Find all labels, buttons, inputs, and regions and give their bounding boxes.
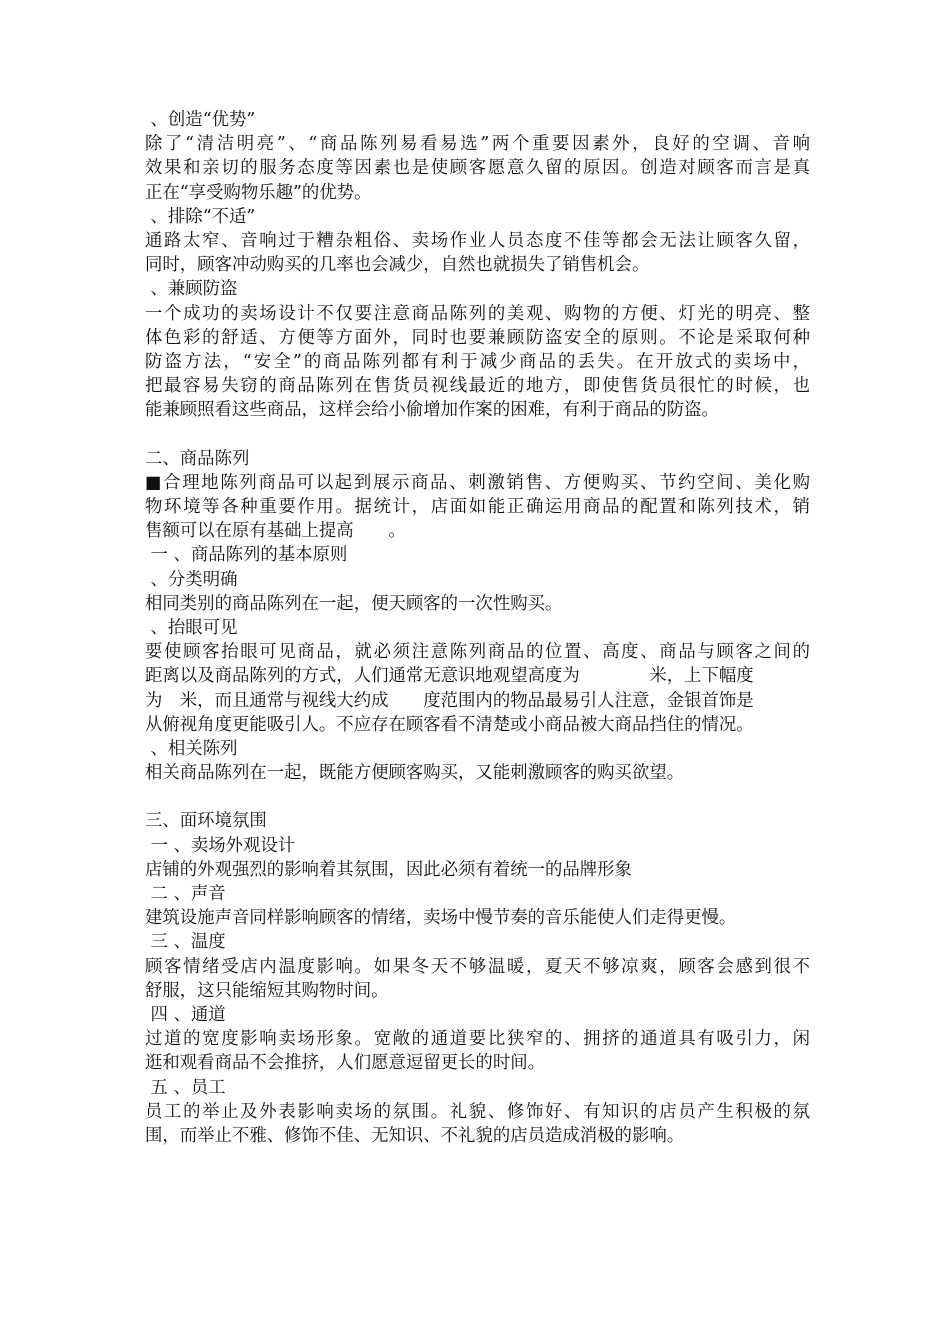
document-body [145, 108, 810, 1148]
paragraph-line: 物环境等各种重要作用。据统计，店面如能正确运用商品的配置和陈列技术，销 [145, 497, 810, 517]
blank-line [145, 785, 810, 809]
paragraph-line: 相同类别的商品陈列在一起，便天顾客的一次性购买。 [145, 593, 563, 614]
paragraph-line: 店铺的外观强烈的影响着其氛围，因此必须有着统一的品牌形象 [145, 859, 632, 880]
paragraph-line: 围，而举止不雅、修饰不佳、无知识、不礼貌的店员造成消极的影响。 [145, 1125, 685, 1146]
paragraph-line: 建筑设施声音同样影响顾客的情绪，卖场中慢节奏的音乐能使人们走得更慢。 [145, 908, 737, 929]
paragraph-line: 把最容易失窃的商品陈列在售货员视线最近的地方，即使售货员很忙的时候，也 [145, 376, 810, 397]
section-heading-clear-category: 、分类明确 [145, 569, 238, 590]
paragraph-line: 为 米，而且通常与视线大约成 度范围内的物品最易引人注意，金银首饰是 [145, 690, 754, 711]
chapter-heading-atmosphere: 三、面环境氛围 [145, 811, 267, 832]
section-heading-eye-level: 、抬眼可见 [145, 617, 238, 638]
section-heading-anti-theft: 、兼顾防盗 [145, 279, 238, 300]
paragraph-line: 同时，顾客冲动购买的几率也会减少，自然也就损失了销售机会。 [145, 255, 650, 276]
paragraph-line: 要使顾客抬眼可见商品，就必须注意陈列商品的位置、高度、商品与顾客之间的 [145, 642, 810, 663]
paragraph-line: 除了“清洁明亮”、“商品陈列易看易选”两个重要因素外，良好的空调、音响 [145, 134, 810, 155]
paragraph-line: 效果和亲切的服务态度等因素也是使顾客愿意久留的原因。创造对顾客而言是真 [145, 158, 810, 179]
paragraph-line: 能兼顾照看这些商品，这样会给小偷增加作案的困难，有利于商品的防盗。 [145, 400, 719, 421]
paragraph-line: 过道的宽度影响卖场形象。宽敞的通道要比狭窄的、拥挤的通道具有吸引力，闲 [145, 1029, 810, 1050]
paragraph-line: 顾客情绪受店内温度影响。如果冬天不够温暖，夏天不够凉爽，顾客会感到很不 [145, 956, 810, 977]
paragraph-line: 逛和观看商品不会推挤，人们愿意逗留更长的时间。 [145, 1053, 545, 1074]
section-heading-staff: 五 、员工 [145, 1077, 226, 1098]
paragraph-line: ■合理地陈列商品可以起到展示商品、刺激销售、方便购买、节约空间、美化购 [145, 472, 810, 493]
section-heading-temperature: 三 、温度 [145, 932, 226, 953]
paragraph-line: 体色彩的舒适、方便等方面外，同时也要兼顾防盗安全的原则。不论是采取何种 [145, 327, 810, 348]
section-heading-display-principles: 一 、商品陈列的基本原则 [145, 545, 348, 566]
section-heading-sound: 二 、声音 [145, 884, 226, 904]
section-heading-exterior: 一 、卖场外观设计 [145, 835, 296, 856]
section-heading-remove-discomfort: 、排除“不适” [145, 206, 256, 227]
paragraph-line: 员工的举止及外表影响卖场的氛围。礼貌、修饰好、有知识的店员产生积极的氛 [145, 1101, 810, 1122]
chapter-heading-display: 二、商品陈列 [145, 448, 250, 469]
paragraph-line: 舒服，这只能缩短其购物时间。 [145, 980, 389, 1001]
paragraph-line: 通路太窄、音响过于糟杂粗俗、卖场作业人员态度不佳等都会无法让顾客久留， [145, 230, 810, 251]
section-heading-create-advantage: 、创造“优势” [145, 110, 256, 130]
paragraph-line: 售额可以在原有基础上提高 。 [145, 521, 406, 542]
paragraph-line: 一个成功的卖场设计不仅要注意商品陈列的美观、购物的方便、灯光的明亮、整 [145, 303, 810, 324]
paragraph-line: 从俯视角度更能吸引人。不应存在顾客看不清楚或小商品被大商品挡住的情况。 [145, 714, 754, 735]
paragraph-line: 相关商品陈列在一起，既能方便顾客购买，又能刺激顾客的购买欲望。 [145, 763, 685, 784]
paragraph-line: 正在“享受购物乐趣”的优势。 [145, 182, 372, 203]
blank-line [145, 422, 810, 446]
paragraph-line: 距离以及商品陈列的方式，人们通常无意识地观望高度为 米，上下幅度 [145, 666, 754, 687]
section-heading-related-display: 、相关陈列 [145, 738, 238, 759]
paragraph-line: 防盗方法，“安全”的商品陈列都有利于减少商品的丢失。在开放式的卖场中， [145, 351, 810, 372]
section-heading-aisle: 四 、通道 [145, 1004, 226, 1025]
